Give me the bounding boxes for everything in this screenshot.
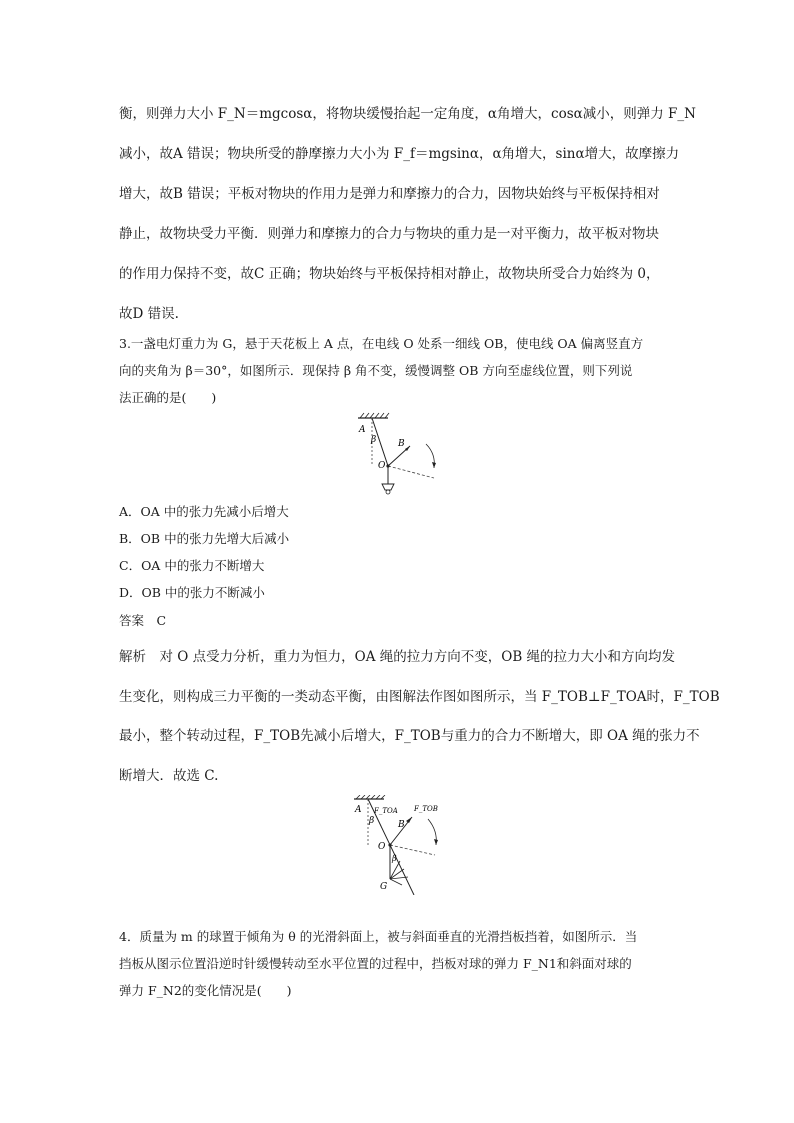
question-4-stem: 4．质量为 m 的球置于倾角为 θ 的光滑斜面上，被与斜面垂直的光滑挡板挡着，如图所示．当 [119,929,638,944]
option-d: D．OB 中的张力不断减小 [119,585,265,600]
question-3-stem: 法正确的是( ) [119,390,217,405]
label-beta2: β [392,854,397,863]
analysis-line: 最小，整个转动过程，F_TOB先减小后增大，F_TOB与重力的合力不断增大，即 OA 绳的张力不 [119,728,700,744]
analysis-text: 对 O 点受力分析，重力为恒力，OA 绳的拉力方向不变，OB 绳的拉力大小和方向均发 [159,649,676,665]
label-B: B [398,439,405,449]
label-O: O [378,842,386,852]
question-4-stem: 弹力 F_N2的变化情况是( ) [119,983,292,998]
label-A: A [355,805,362,815]
analysis-line: 的作用力保持不变，故C 正确；物块始终与平板保持相对静止，故物块所受合力始终为 0， [119,266,660,282]
option-b: B．OB 中的张力先增大后减小 [119,531,290,546]
answer-value: C [156,613,167,628]
question-3-stem: 3.一盏电灯重力为 G，悬于天花板上 A 点，在电线 O 处系一细线 OB，使电线 OA 偏离竖直方 [119,336,644,351]
label-G: G [380,882,388,892]
label-A: A [359,425,366,435]
figure-lamp-diagram [350,412,450,496]
analysis-row [119,645,675,665]
analysis-line: 静止，故物块受力平衡．则弹力和摩擦力的合力与物块的重力是一对平衡力，故平板对物块 [119,226,659,242]
option-c: C．OA 中的张力不断增大 [119,558,265,573]
analysis-line: 断增大．故选 C. [119,768,219,784]
analysis-line: 生变化，则构成三力平衡的一类动态平衡，由图解法作图如图所示，当 F_TOB⊥F_TOA时，F_TOB [119,689,720,705]
label-B: B [398,820,405,830]
analysis-line: 故D 错误. [119,306,179,322]
option-a: A．OA 中的张力先减小后增大 [119,504,289,519]
figure-force-diagram [350,795,450,895]
label-O: O [378,461,386,471]
label-beta: β [371,435,377,445]
analysis-line: 增大，故B 错误；平板对物块的作用力是弹力和摩擦力的合力，因物块始终与平板保持相对 [119,186,660,202]
analysis-line: 减小，故A 错误；物块所受的静摩擦力大小为 F_f＝mgsinα，α角增大，sinα增大，故摩擦力 [119,146,680,162]
analysis-label: 解析 [119,649,146,665]
label-beta: β [369,816,375,826]
question-3-stem: 向的夹角为 β＝30°，如图所示．现保持 β 角不变，缓慢调整 OB 方向至虚线位置，则下列说 [119,363,633,378]
answer-label: 答案 [119,613,145,628]
label-fto-b: F_TOB [414,805,438,813]
analysis-line: 衡，则弹力大小 F_N＝mgcosα，将物块缓慢抬起一定角度，α角增大，cosα减小，则弹力 F_N [119,106,696,122]
label-fto-a: F_TOA [374,807,398,815]
question-4-stem: 挡板从图示位置沿逆时针缓慢转动至水平位置的过程中，挡板对球的弹力 F_N1和斜面对球的 [119,956,632,971]
answer-row [119,611,166,629]
